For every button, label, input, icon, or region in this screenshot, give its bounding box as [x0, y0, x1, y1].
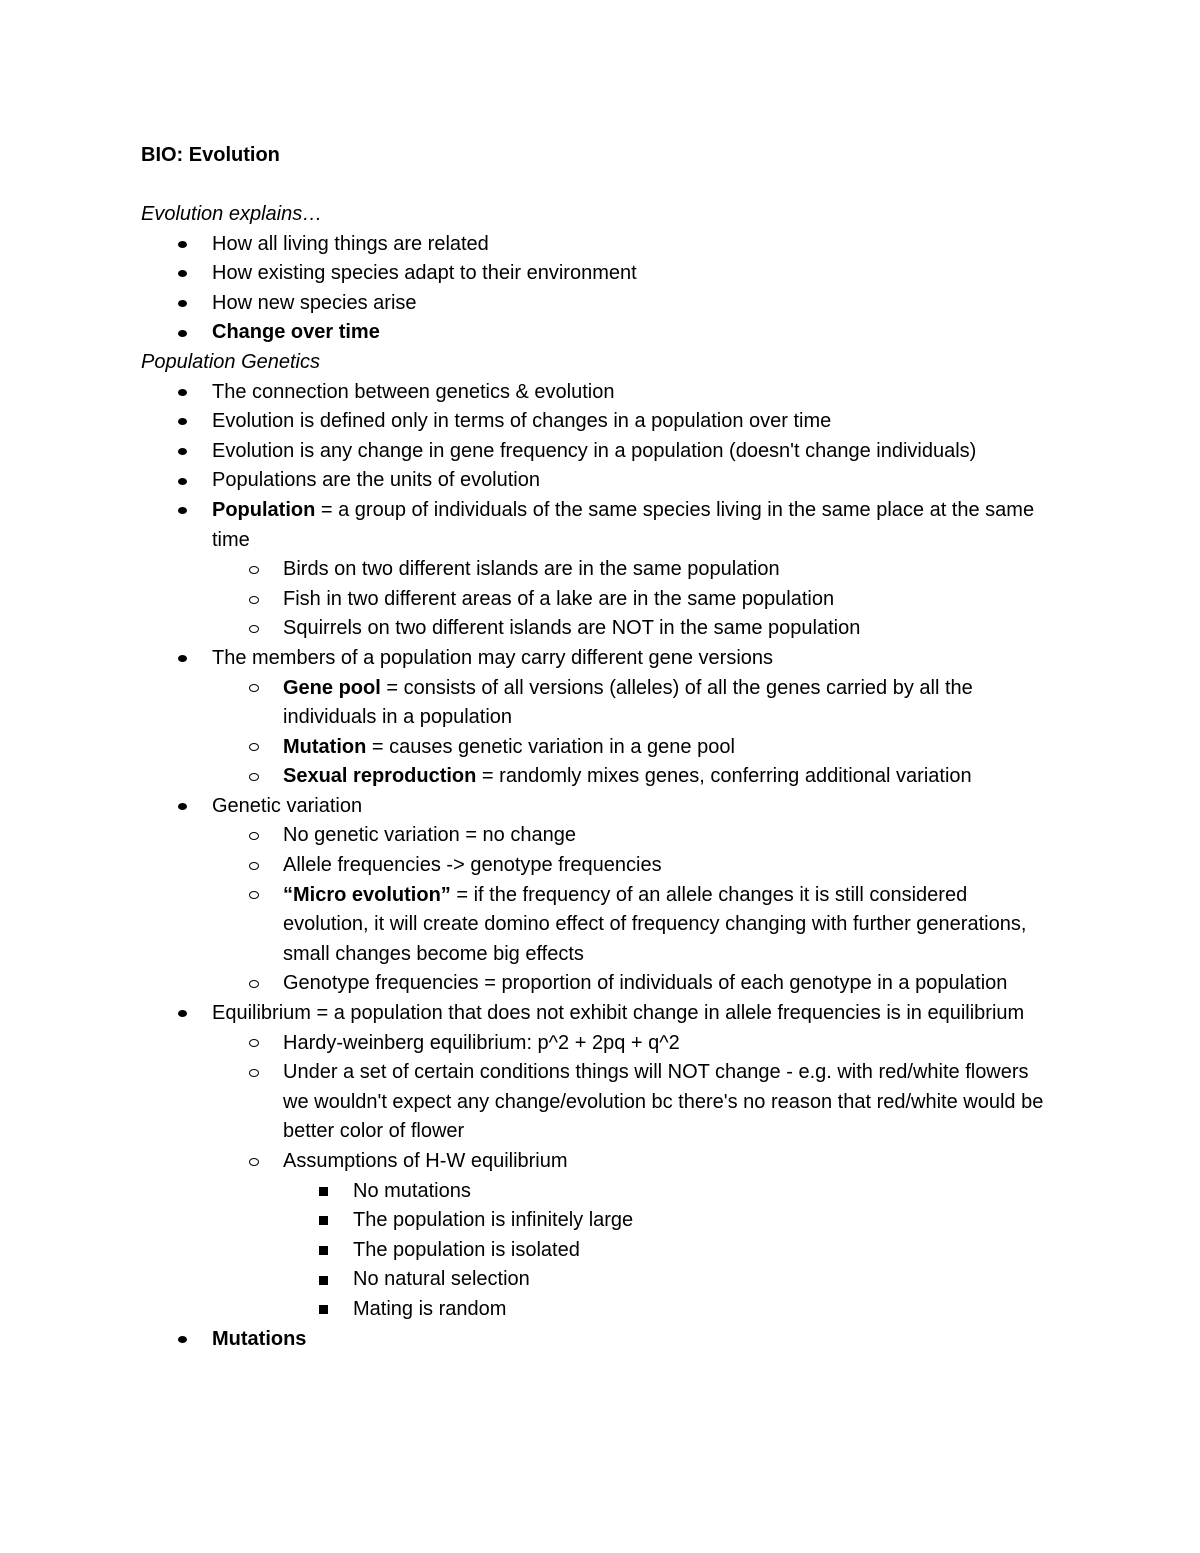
bullet-dot-icon [178, 289, 198, 319]
list-item: Hardy-weinberg equilibrium: p^2 + 2pq + q^2 [141, 1029, 1051, 1059]
section-heading-population-genetics: Population Genetics [141, 350, 321, 373]
bullet-square-icon [319, 1206, 339, 1236]
bullet-dot-icon [178, 466, 198, 496]
list-item: Genotype frequencies = proportion of individuals of each genotype in a population [141, 969, 1051, 999]
list-item: Squirrels on two different islands are NOT in the same population [141, 614, 1051, 644]
list-item: Under a set of certain conditions things will NOT change - e.g. with red/white flowers we wouldn't expect any change/evolution bc there's no reason that red/white would be better color of flower [141, 1058, 1051, 1147]
list-item-equilibrium: Equilibrium = a population that does not exhibit change in allele frequencies is in equilibrium [141, 999, 1051, 1029]
bullet-dot-icon [178, 259, 198, 289]
list-item: The population is infinitely large [141, 1206, 1051, 1236]
list-item: Evolution is any change in gene frequency in a population (doesn't change individuals) [141, 437, 1051, 467]
list-item: Change over time [141, 318, 1051, 348]
bullet-circle-icon [249, 733, 269, 763]
bullet-dot-icon [178, 437, 198, 467]
list-item-gene-pool: Gene pool = consists of all versions (alleles) of all the genes carried by all the individuals in a population [141, 674, 1051, 733]
list-item: No natural selection [141, 1265, 1051, 1295]
bullet-square-icon [319, 1265, 339, 1295]
list-item: How all living things are related [141, 230, 1051, 260]
list-item: How existing species adapt to their environment [141, 259, 1051, 289]
bullet-circle-icon [249, 1058, 269, 1088]
section-heading-evolution-explains: Evolution explains… [141, 203, 323, 225]
bullet-circle-icon [249, 674, 269, 704]
list-item: How new species arise [141, 289, 1051, 319]
bullet-circle-icon [249, 969, 269, 999]
list-item: Populations are the units of evolution [141, 466, 1051, 496]
evolution-explains-list [141, 230, 1051, 348]
bullet-circle-icon [249, 1029, 269, 1059]
bullet-square-icon [319, 1236, 339, 1266]
list-item-genetic-variation: Genetic variation [141, 792, 1051, 822]
list-item-sexual-reproduction: Sexual reproduction = randomly mixes genes, conferring additional variation [141, 762, 1051, 792]
bullet-dot-icon [178, 1325, 198, 1355]
bullet-square-icon [319, 1295, 339, 1325]
list-item: Fish in two different areas of a lake are in the same population [141, 585, 1051, 615]
document-body [141, 141, 1051, 1354]
list-item: Evolution is defined only in terms of changes in a population over time [141, 407, 1051, 437]
list-item-population: Population = a group of individuals of the same species living in the same place at the same time [141, 496, 1051, 555]
list-item-mutation: Mutation = causes genetic variation in a gene pool [141, 733, 1051, 763]
list-item: The connection between genetics & evolution [141, 378, 1051, 408]
bullet-dot-icon [178, 999, 198, 1029]
bullet-dot-icon [178, 378, 198, 408]
bullet-dot-icon [178, 792, 198, 822]
bullet-dot-icon [178, 496, 198, 526]
population-genetics-list [141, 378, 1051, 1355]
list-item: Mating is random [141, 1295, 1051, 1325]
list-item-micro-evolution: “Micro evolution” = if the frequency of an allele changes it is still considered evolution, it will create domino effect of frequency changing with further generations, small changes become big effects [141, 881, 1051, 970]
list-item: Birds on two different islands are in the same population [141, 555, 1051, 585]
bullet-circle-icon [249, 1147, 269, 1177]
bullet-circle-icon [249, 851, 269, 881]
bullet-circle-icon [249, 585, 269, 615]
list-item: No mutations [141, 1177, 1051, 1207]
page-title: BIO: Evolution [141, 144, 280, 166]
list-item: Allele frequencies -> genotype frequencies [141, 851, 1051, 881]
bullet-dot-icon [178, 644, 198, 674]
list-item-members: The members of a population may carry different gene versions [141, 644, 1051, 674]
bullet-circle-icon [249, 881, 269, 911]
bullet-square-icon [319, 1177, 339, 1207]
list-item: No genetic variation = no change [141, 821, 1051, 851]
list-item-mutations: Mutations [141, 1325, 1051, 1355]
list-item: The population is isolated [141, 1236, 1051, 1266]
bullet-dot-icon [178, 318, 198, 348]
bullet-dot-icon [178, 230, 198, 260]
bullet-circle-icon [249, 555, 269, 585]
bullet-circle-icon [249, 614, 269, 644]
bullet-circle-icon [249, 821, 269, 851]
list-item-assumptions: Assumptions of H-W equilibrium [141, 1147, 1051, 1177]
bullet-circle-icon [249, 762, 269, 792]
bullet-dot-icon [178, 407, 198, 437]
